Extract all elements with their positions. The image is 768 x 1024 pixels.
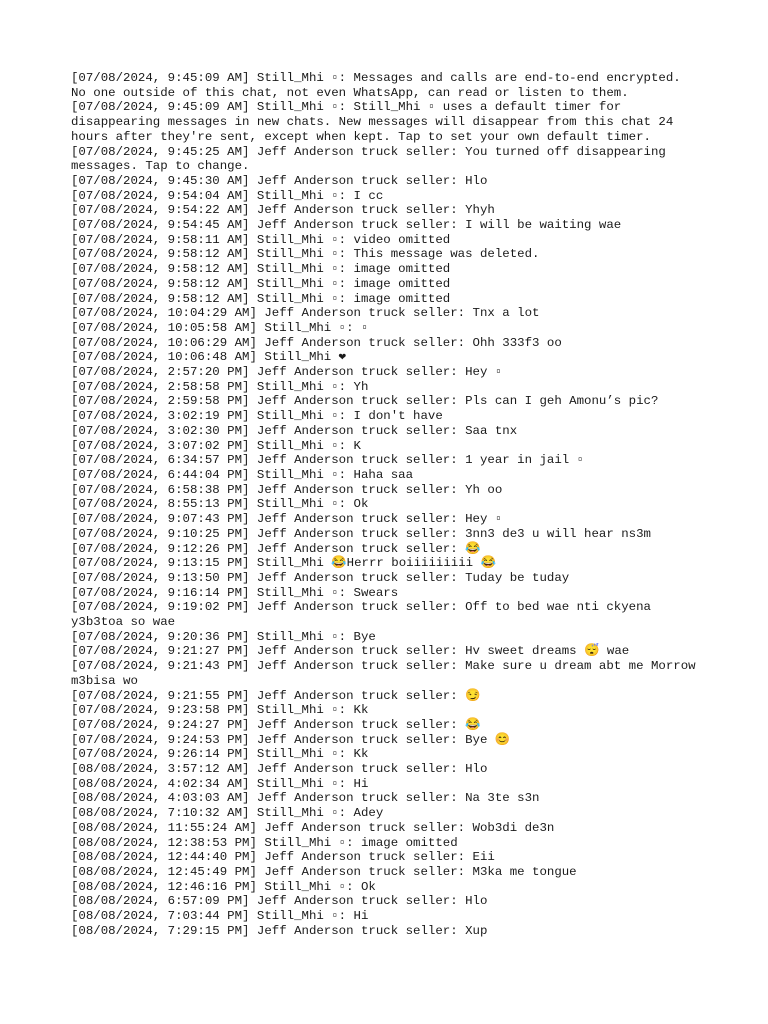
chat-message-line: [07/08/2024, 6:34:57 PM] Jeff Anderson truck seller: 1 year in jail ▫ <box>71 453 585 468</box>
chat-message-line: [07/08/2024, 9:54:45 AM] Jeff Anderson truck seller: I will be waiting wae <box>71 218 622 233</box>
chat-message-line: [07/08/2024, 9:21:27 PM] Jeff Anderson truck seller: Hv sweet dreams 😴 wae <box>71 644 630 659</box>
chat-message-line: [07/08/2024, 9:54:04 AM] Still_Mhi ▫: I cc <box>71 188 384 203</box>
chat-message-line: [07/08/2024, 3:02:19 PM] Still_Mhi ▫: I don't have <box>71 409 443 424</box>
chat-message-line: [07/08/2024, 9:23:58 PM] Still_Mhi ▫: Kk <box>71 703 369 718</box>
chat-message-line: [07/08/2024, 9:58:12 AM] Still_Mhi ▫: image omitted <box>71 262 451 277</box>
chat-message-line: [07/08/2024, 2:57:20 PM] Jeff Anderson truck seller: Hey ▫ <box>71 365 503 380</box>
chat-message-line: [07/08/2024, 10:06:48 AM] Still_Mhi ❤ <box>71 350 347 365</box>
chat-message-line: [08/08/2024, 7:03:44 PM] Still_Mhi ▫: Hi <box>71 909 369 924</box>
chat-message-line: [08/08/2024, 7:29:15 PM] Jeff Anderson truck seller: Xup <box>71 923 488 938</box>
chat-message-line: [07/08/2024, 9:19:02 PM] Jeff Anderson truck seller: Off to bed wae nti ckyena y3b3toa so wae <box>71 600 659 630</box>
chat-transcript-page <box>71 71 704 938</box>
chat-message-line: [08/08/2024, 12:46:16 PM] Still_Mhi ▫: Ok <box>71 879 376 894</box>
chat-message-line: [08/08/2024, 4:03:03 AM] Jeff Anderson truck seller: Na 3te s3n <box>71 791 540 806</box>
chat-message-line: [07/08/2024, 9:45:09 AM] Still_Mhi ▫: Messages and calls are end-to-end encrypted. No one outside of this chat, not even WhatsApp, can read or listen to them. <box>71 71 689 100</box>
chat-message-line: [07/08/2024, 10:06:29 AM] Jeff Anderson truck seller: Ohh 333f3 oo <box>71 335 562 350</box>
chat-message-line: [07/08/2024, 9:24:53 PM] Jeff Anderson truck seller: Bye 😊 <box>71 732 511 747</box>
chat-message-line: [08/08/2024, 7:10:32 AM] Still_Mhi ▫: Adey <box>71 806 384 821</box>
chat-message-line: [07/08/2024, 2:58:58 PM] Still_Mhi ▫: Yh <box>71 379 369 394</box>
chat-message-line: [07/08/2024, 9:45:25 AM] Jeff Anderson truck seller: You turned off disappearing messages. Tap to change. <box>71 144 674 174</box>
chat-message-line: [07/08/2024, 9:45:09 AM] Still_Mhi ▫: Still_Mhi ▫ uses a default timer for disappearing messages in new chats. New messages will disappear from this chat 24 hours after they're sent, except when kept. Tap to set your own default timer. <box>71 100 681 144</box>
chat-message-line: [07/08/2024, 9:10:25 PM] Jeff Anderson truck seller: 3nn3 de3 u will hear ns3m <box>71 526 651 541</box>
chat-message-line: [07/08/2024, 9:07:43 PM] Jeff Anderson truck seller: Hey ▫ <box>71 512 503 527</box>
chat-message-line: [07/08/2024, 9:21:55 PM] Jeff Anderson truck seller: 😏 <box>71 688 481 703</box>
chat-message-line: [08/08/2024, 4:02:34 AM] Still_Mhi ▫: Hi <box>71 776 369 791</box>
chat-message-line: [08/08/2024, 12:38:53 PM] Still_Mhi ▫: image omitted <box>71 835 458 850</box>
chat-message-line: [07/08/2024, 9:16:14 PM] Still_Mhi ▫: Swears <box>71 585 399 600</box>
chat-message-line: [07/08/2024, 9:21:43 PM] Jeff Anderson truck seller: Make sure u dream abt me Morrow m3bisa wo <box>71 659 704 688</box>
chat-message-line: [07/08/2024, 9:58:12 AM] Still_Mhi ▫: This message was deleted. <box>71 247 540 262</box>
chat-message-line: [08/08/2024, 12:44:40 PM] Jeff Anderson truck seller: Eii <box>71 850 495 865</box>
chat-message-line: [07/08/2024, 9:12:26 PM] Jeff Anderson truck seller: 😂 <box>71 541 481 556</box>
chat-message-line: [07/08/2024, 3:07:02 PM] Still_Mhi ▫: K <box>71 438 361 453</box>
chat-message-line: [08/08/2024, 3:57:12 AM] Jeff Anderson truck seller: Hlo <box>71 762 488 777</box>
chat-message-line: [07/08/2024, 3:02:30 PM] Jeff Anderson truck seller: Saa tnx <box>71 423 518 438</box>
chat-message-line: [08/08/2024, 12:45:49 PM] Jeff Anderson truck seller: M3ka me tongue <box>71 864 577 879</box>
chat-message-line: [07/08/2024, 6:44:04 PM] Still_Mhi ▫: Haha saa <box>71 467 414 482</box>
chat-message-line: [08/08/2024, 6:57:09 PM] Jeff Anderson truck seller: Hlo <box>71 894 488 909</box>
chat-message-line: [07/08/2024, 10:04:29 AM] Jeff Anderson truck seller: Tnx a lot <box>71 306 540 321</box>
chat-message-line: [07/08/2024, 9:58:11 AM] Still_Mhi ▫: video omitted <box>71 232 451 247</box>
chat-message-line: [07/08/2024, 9:54:22 AM] Jeff Anderson truck seller: Yhyh <box>71 203 495 218</box>
chat-message-line: [07/08/2024, 9:58:12 AM] Still_Mhi ▫: image omitted <box>71 291 451 306</box>
chat-message-line: [07/08/2024, 9:58:12 AM] Still_Mhi ▫: image omitted <box>71 276 451 291</box>
chat-message-line: [07/08/2024, 9:20:36 PM] Still_Mhi ▫: Bye <box>71 629 376 644</box>
chat-message-line: [08/08/2024, 11:55:24 AM] Jeff Anderson truck seller: Wob3di de3n <box>71 820 555 835</box>
chat-message-line: [07/08/2024, 9:13:15 PM] Still_Mhi 😂Herrr boiiiiiiiii 😂 <box>71 556 496 571</box>
chat-log <box>71 71 704 938</box>
chat-message-line: [07/08/2024, 2:59:58 PM] Jeff Anderson truck seller: Pls can I geh Amonu’s pic? <box>71 394 659 409</box>
chat-message-line: [07/08/2024, 10:05:58 AM] Still_Mhi ▫: ▫ <box>71 320 369 335</box>
chat-message-line: [07/08/2024, 9:24:27 PM] Jeff Anderson truck seller: 😂 <box>71 717 481 732</box>
chat-message-line: [07/08/2024, 6:58:38 PM] Jeff Anderson truck seller: Yh oo <box>71 482 503 497</box>
chat-message-line: [07/08/2024, 9:13:50 PM] Jeff Anderson truck seller: Tuday be tuday <box>71 570 570 585</box>
chat-message-line: [07/08/2024, 9:26:14 PM] Still_Mhi ▫: Kk <box>71 747 369 762</box>
chat-message-line: [07/08/2024, 8:55:13 PM] Still_Mhi ▫: Ok <box>71 497 369 512</box>
chat-message-line: [07/08/2024, 9:45:30 AM] Jeff Anderson truck seller: Hlo <box>71 173 488 188</box>
